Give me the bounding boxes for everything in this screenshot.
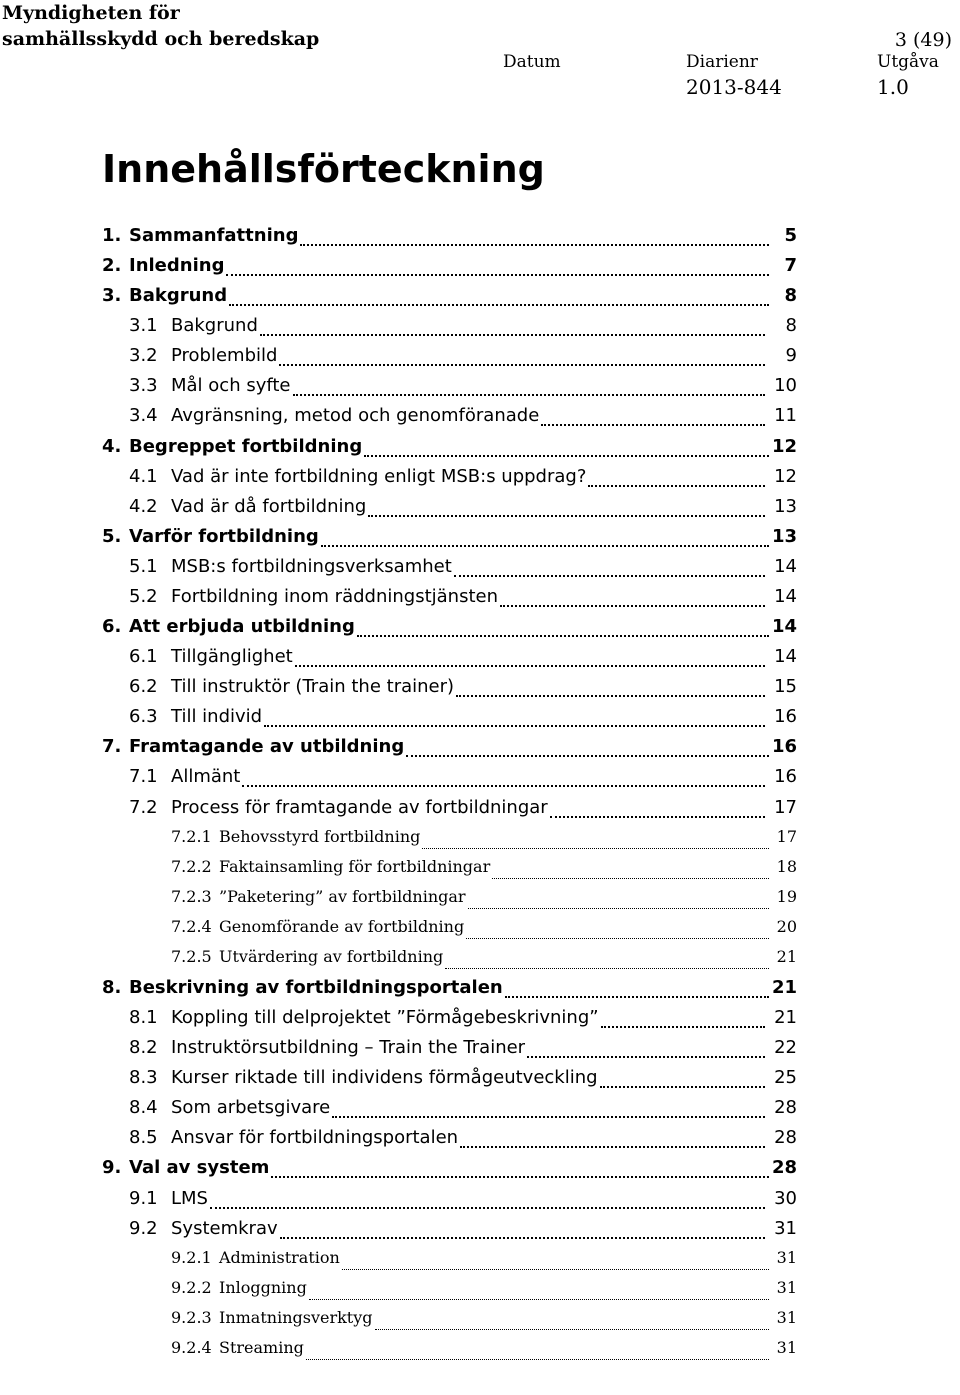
toc-dot-leader <box>279 364 765 366</box>
toc-entry-number: 8.3 <box>129 1067 158 1088</box>
toc-entry-number: 4.2 <box>129 496 158 517</box>
toc-entry-title: Koppling till delprojektet ”Förmågebeskrivning” <box>171 1007 599 1028</box>
toc-entry-number: 9. <box>102 1157 122 1178</box>
toc-dot-leader <box>454 575 765 577</box>
toc-entry-title: Inledning <box>129 255 225 276</box>
toc-entry-page: 18 <box>776 857 797 876</box>
toc-entry-title: Som arbetsgivare <box>171 1097 331 1118</box>
toc-dot-leader <box>505 996 769 998</box>
toc-entry-number: 5.2 <box>129 586 158 607</box>
toc-entry-title: Att erbjuda utbildning <box>129 616 355 637</box>
toc-entry-number: 3.1 <box>129 315 158 336</box>
toc-dot-leader <box>229 304 769 306</box>
toc-entry-number: 6.3 <box>129 706 158 727</box>
toc-entry-title: Bakgrund <box>171 315 258 336</box>
toc-entry-page: 8 <box>785 315 797 336</box>
toc-entry-number: 5. <box>102 526 122 547</box>
toc-dot-leader <box>210 1207 765 1209</box>
toc-entry[interactable] <box>171 1338 797 1364</box>
toc-entry[interactable] <box>102 255 797 281</box>
toc-entry[interactable] <box>129 375 797 401</box>
toc-entry-page: 19 <box>776 887 797 906</box>
toc-entry-page: 12 <box>771 436 797 457</box>
toc-dot-leader <box>588 485 765 487</box>
toc-entry[interactable] <box>129 1127 797 1153</box>
toc-entry-title: Sammanfattning <box>129 225 299 246</box>
toc-entry[interactable] <box>129 797 797 823</box>
datum-label: Datum <box>503 52 561 72</box>
toc-entry-page: 20 <box>776 917 797 936</box>
organization-name-line2: samhällsskydd och beredskap <box>2 28 320 50</box>
toc-entry-page: 31 <box>774 1218 797 1239</box>
toc-entry-title: Allmänt <box>171 766 241 787</box>
toc-entry-number: 7.2.4 <box>171 917 212 936</box>
toc-dot-leader <box>309 1299 769 1300</box>
toc-entry-page: 7 <box>784 255 797 276</box>
toc-entry-title: Avgränsning, metod och genomföranade <box>171 405 540 426</box>
toc-entry-page: 22 <box>774 1037 797 1058</box>
toc-entry-page: 10 <box>774 375 797 396</box>
toc-entry-number: 7.2 <box>129 797 158 818</box>
toc-entry-number: 9.2.4 <box>171 1338 212 1357</box>
toc-entry[interactable] <box>129 315 797 341</box>
toc-entry-number: 8.5 <box>129 1127 158 1148</box>
toc-entry-title: Systemkrav <box>171 1218 278 1239</box>
toc-entry-title: Tillgänglighet <box>171 646 293 667</box>
toc-entry[interactable] <box>102 736 797 762</box>
toc-entry-page: 13 <box>774 496 797 517</box>
toc-entry-number: 2. <box>102 255 122 276</box>
toc-entry-page: 16 <box>774 706 797 727</box>
toc-dot-leader <box>492 878 769 879</box>
toc-entry-number: 9.2.1 <box>171 1248 212 1267</box>
toc-dot-leader <box>242 785 765 787</box>
toc-entry[interactable] <box>129 556 797 582</box>
toc-entry-page: 11 <box>774 405 797 426</box>
toc-entry-page: 25 <box>774 1067 797 1088</box>
toc-entry-page: 28 <box>774 1097 797 1118</box>
toc-entry-number: 9.2.2 <box>171 1278 212 1297</box>
toc-dot-leader <box>357 635 769 637</box>
toc-entry-page: 15 <box>774 676 797 697</box>
toc-entry-title: Bakgrund <box>129 285 228 306</box>
toc-entry-title: LMS <box>171 1188 208 1209</box>
toc-entry-title: Inmatningsverktyg <box>219 1308 373 1327</box>
toc-entry-page: 5 <box>784 225 797 246</box>
toc-dot-leader <box>293 394 765 396</box>
toc-entry[interactable] <box>102 526 797 552</box>
toc-entry[interactable] <box>102 436 797 462</box>
toc-entry-page: 21 <box>774 1007 797 1028</box>
toc-entry-title: Administration <box>219 1248 340 1267</box>
toc-entry[interactable] <box>102 616 797 642</box>
toc-entry-number: 8.2 <box>129 1037 158 1058</box>
toc-entry[interactable] <box>129 1218 797 1244</box>
toc-entry-title: Instruktörsutbildning – Train the Trainer <box>171 1037 526 1058</box>
toc-entry-title: Problembild <box>171 345 278 366</box>
toc-entry-number: 6.2 <box>129 676 158 697</box>
organization-name-line1: Myndigheten för <box>2 2 180 24</box>
toc-entry[interactable] <box>171 1278 797 1304</box>
toc-dot-leader <box>226 274 769 276</box>
toc-dot-leader <box>264 725 765 727</box>
toc-entry-page: 8 <box>784 285 797 306</box>
toc-entry[interactable] <box>129 1067 797 1093</box>
toc-entry-page: 9 <box>785 345 797 366</box>
toc-dot-leader <box>500 605 765 607</box>
toc-entry-page: 30 <box>774 1188 797 1209</box>
toc-dot-leader <box>460 1146 765 1148</box>
toc-dot-leader <box>306 1359 769 1360</box>
toc-entry-number: 3.4 <box>129 405 158 426</box>
toc-entry-title: Till instruktör (Train the trainer) <box>171 676 455 697</box>
toc-entry-title: Kurser riktade till individens förmågeutveckling <box>171 1067 598 1088</box>
toc-entry-number: 4.1 <box>129 466 158 487</box>
toc-entry[interactable] <box>129 496 797 522</box>
toc-entry[interactable] <box>129 586 797 612</box>
toc-entry[interactable] <box>171 917 797 943</box>
toc-entry[interactable] <box>129 676 797 702</box>
toc-entry-number: 9.1 <box>129 1188 158 1209</box>
toc-dot-leader <box>271 1176 769 1178</box>
toc-entry[interactable] <box>129 405 797 431</box>
toc-dot-leader <box>280 1237 765 1239</box>
toc-entry-number: 3.2 <box>129 345 158 366</box>
page-title: Innehållsförteckning <box>102 147 545 191</box>
toc-entry-title: Ansvar för fortbildningsportalen <box>171 1127 459 1148</box>
toc-entry-title: MSB:s fortbildningsverksamhet <box>171 556 452 577</box>
toc-entry-title: Streaming <box>219 1338 304 1357</box>
toc-entry-page: 31 <box>776 1338 797 1357</box>
toc-dot-leader <box>300 244 769 246</box>
utgava-value: 1.0 <box>877 75 909 99</box>
toc-dot-leader <box>321 545 769 547</box>
toc-entry-page: 31 <box>776 1278 797 1297</box>
toc-entry[interactable] <box>171 1308 797 1334</box>
toc-dot-leader <box>406 755 769 757</box>
toc-dot-leader <box>260 334 765 336</box>
toc-entry[interactable] <box>129 466 797 492</box>
toc-entry-page: 13 <box>771 526 797 547</box>
toc-entry-title: Vad är då fortbildning <box>171 496 367 517</box>
toc-entry-title: Till individ <box>171 706 263 727</box>
toc-entry-page: 17 <box>774 797 797 818</box>
toc-entry-title: Varför fortbildning <box>129 526 319 547</box>
toc-entry[interactable] <box>102 1157 797 1183</box>
toc-entry[interactable] <box>171 1248 797 1274</box>
toc-entry-number: 5.1 <box>129 556 158 577</box>
toc-entry-title: Inloggning <box>219 1278 307 1297</box>
toc-entry-number: 8.4 <box>129 1097 158 1118</box>
toc-entry-page: 21 <box>776 947 797 966</box>
toc-entry-title: Val av system <box>129 1157 270 1178</box>
toc-entry-number: 6. <box>102 616 122 637</box>
toc-dot-leader <box>422 848 769 849</box>
toc-entry-title: Vad är inte fortbildning enligt MSB:s uppdrag? <box>171 466 587 487</box>
toc-entry-title: Mål och syfte <box>171 375 291 396</box>
page-number: 3 (49) <box>894 29 952 51</box>
toc-entry-number: 1. <box>102 225 122 246</box>
toc-entry-number: 7.2.5 <box>171 947 212 966</box>
toc-entry-title: Behovsstyrd fortbildning <box>219 827 421 846</box>
toc-entry-page: 28 <box>774 1127 797 1148</box>
toc-entry-title: ”Paketering” av fortbildningar <box>219 887 466 906</box>
toc-entry-number: 7.2.3 <box>171 887 212 906</box>
toc-entry-number: 8.1 <box>129 1007 158 1028</box>
diarienr-label: Diarienr <box>686 52 758 72</box>
toc-entry-number: 7.2.2 <box>171 857 212 876</box>
toc-entry[interactable] <box>102 225 797 251</box>
toc-entry-title: Begreppet fortbildning <box>129 436 363 457</box>
diarienr-value: 2013-844 <box>686 75 782 99</box>
toc-entry-title: Fortbildning inom räddningstjänsten <box>171 586 498 607</box>
toc-entry-number: 3.3 <box>129 375 158 396</box>
toc-entry[interactable] <box>102 285 797 311</box>
toc-dot-leader <box>295 665 765 667</box>
toc-entry-page: 14 <box>774 556 797 577</box>
toc-dot-leader <box>332 1116 765 1118</box>
toc-entry-number: 3. <box>102 285 122 306</box>
toc-entry-title: Beskrivning av fortbildningsportalen <box>129 977 503 998</box>
toc-entry[interactable] <box>129 1188 797 1214</box>
toc-dot-leader <box>364 455 769 457</box>
toc-entry[interactable] <box>129 1097 797 1123</box>
toc-entry[interactable] <box>129 706 797 732</box>
toc-entry-title: Faktainsamling för fortbildningar <box>219 857 491 876</box>
toc-entry-page: 16 <box>774 766 797 787</box>
toc-entry[interactable] <box>171 947 797 973</box>
toc-dot-leader <box>600 1086 765 1088</box>
toc-dot-leader <box>445 968 769 969</box>
toc-entry-page: 16 <box>771 736 797 757</box>
toc-entry-number: 7.1 <box>129 766 158 787</box>
toc-entry[interactable] <box>171 827 797 853</box>
toc-entry-number: 9.2.3 <box>171 1308 212 1327</box>
toc-entry-title: Genomförande av fortbildning <box>219 917 465 936</box>
toc-entry-title: Utvärdering av fortbildning <box>219 947 444 966</box>
toc-entry-number: 9.2 <box>129 1218 158 1239</box>
toc-entry-page: 31 <box>776 1248 797 1267</box>
toc-entry[interactable] <box>129 1037 797 1063</box>
toc-entry-page: 12 <box>774 466 797 487</box>
toc-entry-number: 8. <box>102 977 122 998</box>
toc-entry-page: 14 <box>771 616 797 637</box>
toc-entry-number: 6.1 <box>129 646 158 667</box>
toc-dot-leader <box>375 1329 769 1330</box>
toc-entry[interactable] <box>171 887 797 913</box>
toc-dot-leader <box>541 424 765 426</box>
toc-entry-number: 4. <box>102 436 122 457</box>
toc-entry[interactable] <box>129 1007 797 1033</box>
toc-entry-title: Process för framtagande av fortbildningar <box>171 797 548 818</box>
toc-entry-number: 7. <box>102 736 122 757</box>
toc-entry-page: 28 <box>771 1157 797 1178</box>
utgava-label: Utgåva <box>877 52 939 72</box>
toc-entry-page: 14 <box>774 586 797 607</box>
toc-entry[interactable] <box>129 345 797 371</box>
toc-dot-leader <box>468 908 769 909</box>
toc-dot-leader <box>456 695 765 697</box>
toc-dot-leader <box>550 816 765 818</box>
toc-entry[interactable] <box>129 646 797 672</box>
toc-entry[interactable] <box>129 766 797 792</box>
toc-entry[interactable] <box>102 977 797 1003</box>
toc-entry-number: 7.2.1 <box>171 827 212 846</box>
toc-dot-leader <box>466 938 769 939</box>
toc-dot-leader <box>368 515 765 517</box>
toc-entry[interactable] <box>171 857 797 883</box>
toc-entry-page: 31 <box>776 1308 797 1327</box>
toc-entry-title: Framtagande av utbildning <box>129 736 405 757</box>
toc-entry-page: 21 <box>771 977 797 998</box>
toc-dot-leader <box>527 1056 765 1058</box>
toc-entry-page: 14 <box>774 646 797 667</box>
toc-entry-page: 17 <box>776 827 797 846</box>
toc-dot-leader <box>342 1269 769 1270</box>
toc-dot-leader <box>601 1026 765 1028</box>
